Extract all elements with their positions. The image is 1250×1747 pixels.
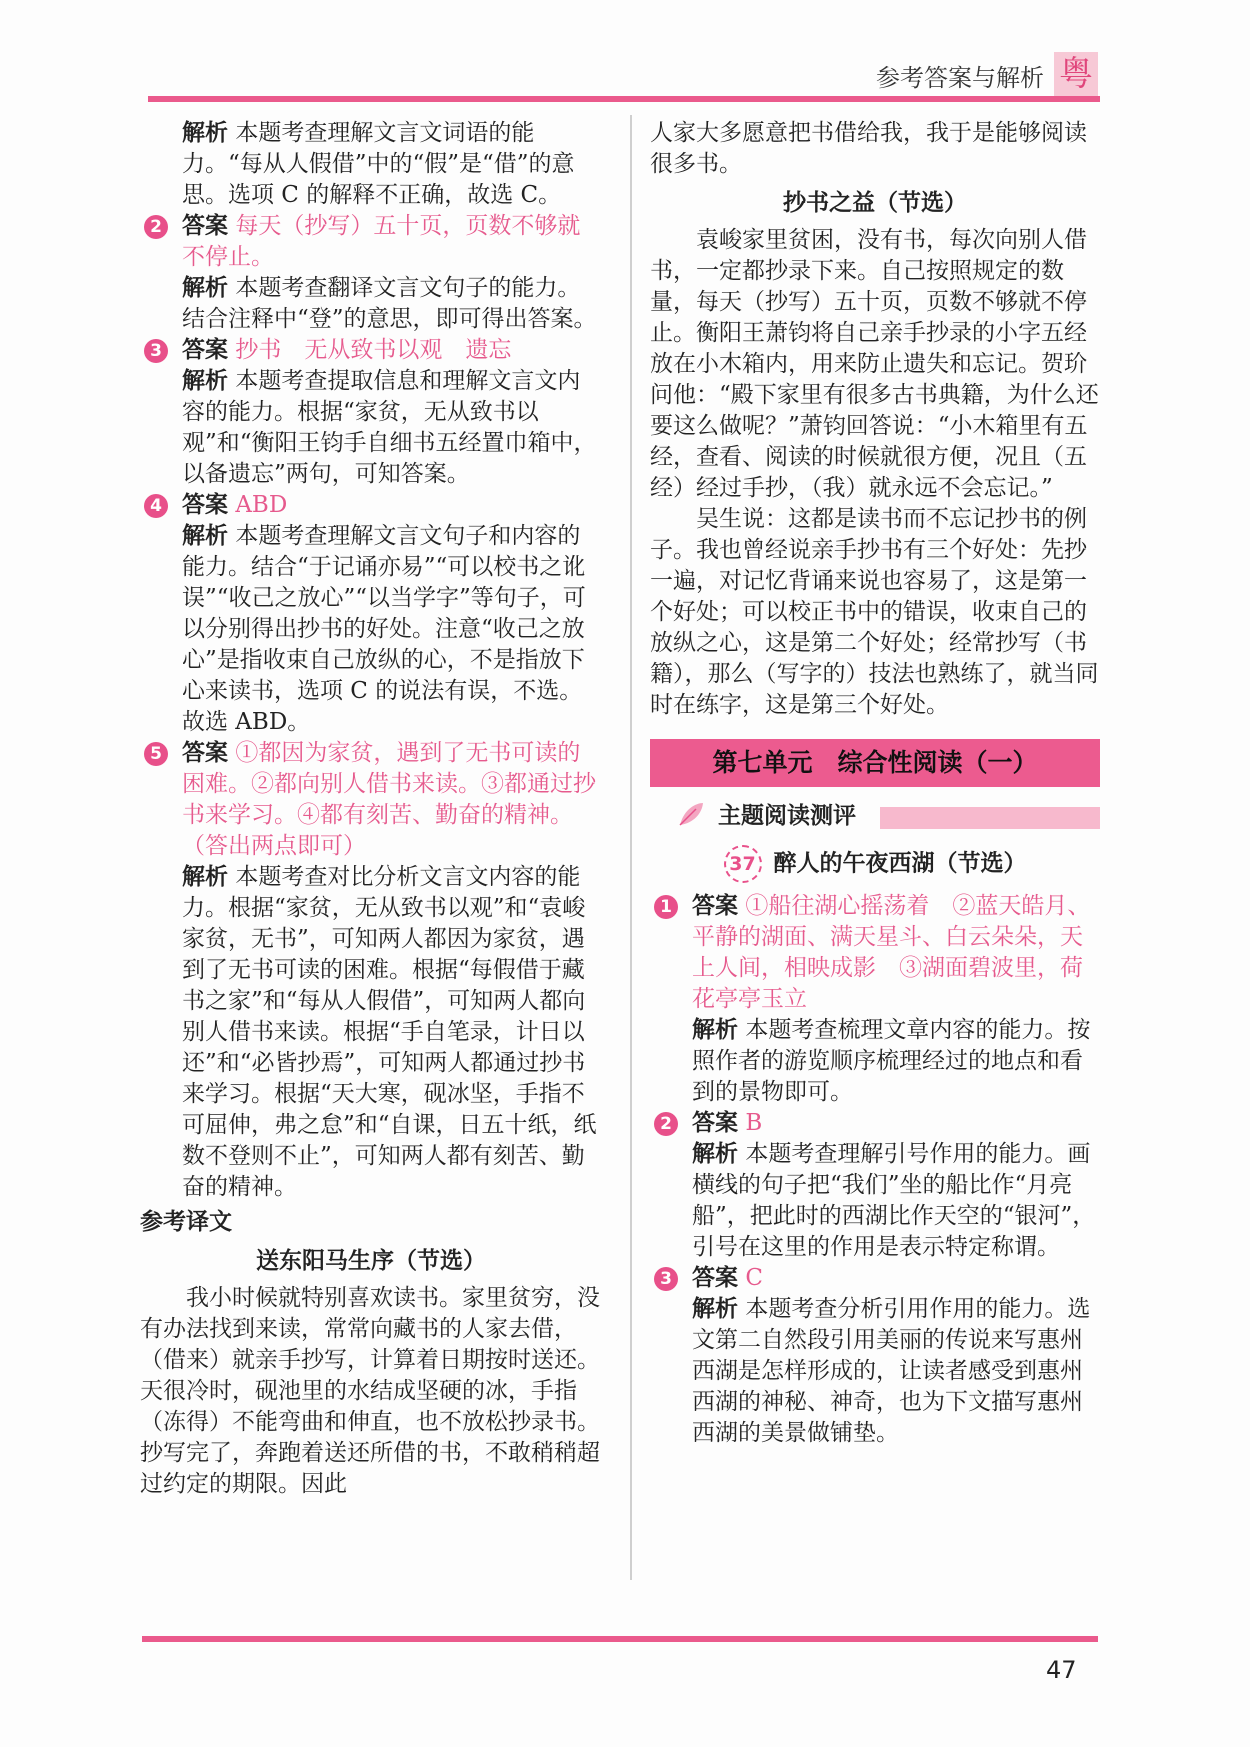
q3-analysis: 解析 本题考查提取信息和理解文言文内容的能力。根据“家贫，无从致书以观”和“衡阳王钧手自细书五经置巾箱中，以备遗忘”两句，可知答案。 (182, 368, 597, 487)
reference-text: 我小时候就特别喜欢读书。家里贫穷，没有办法找到来读，常常向藏书的人家去借，（借来）就亲手抄写，计算着日期按时送还。天很冷时，砚池里的水结成坚硬的冰，手指（冻得）不能弯曲和伸直，也不放松抄录书。抄写完了，奔跑着送还所借的书，不敢稍稍超过约定的期限。因此 (140, 1285, 600, 1497)
q2-answer: 2 答案 每天（抄写）五十页，页数不够就不停止。 (140, 211, 602, 273)
leaf-icon (676, 799, 706, 829)
unit-banner: 第七单元 综合性阅读（一） (650, 739, 1100, 787)
chaoshu-title: 抄书之益（节选） (783, 190, 967, 216)
a2-answer: 2 答案 B (650, 1108, 1100, 1139)
left-column (140, 118, 602, 1500)
header-rule (148, 96, 1100, 102)
a2-analysis: 解析 本题考查理解引号作用的能力。画横线的句子把“我们”坐的船比作“月亮船”，把此时的西湖比作天空的“银河”，引号在这里的作用是表示特定称谓。 (692, 1141, 1096, 1260)
a1-analysis: 解析 本题考查梳理文章内容的能力。按照作者的游览顺序梳理经过的地点和看到的景物即可。 (692, 1017, 1091, 1105)
chaoshu-paragraph-1: 袁峻家里贫困，没有书，每次向别人借书，一定都抄录下来。自己按照规定的数量，每天（抄写）五十页，页数不够就不停止。衡阳王萧钧将自己亲手抄录的小字五经放在小木箱内，用来防止遗失和忘记。贺玠问他：“殿下家里有很多古书典籍，为什么还要这么做呢？”萧钧回答说：“小木箱里有五经，查看、阅读的时候就很方便，况且（五经）经过手抄，（我）就永远不会忘记。” (650, 227, 1099, 501)
a3-analysis: 解析 本题考查分析引用作用的能力。选文第二自然段引用美丽的传说来写惠州西湖是怎样形成的，让读者感受到惠州西湖的神秘、神奇，也为下文描写惠州西湖的美景做铺垫。 (692, 1296, 1091, 1446)
page-header (148, 52, 1100, 102)
q1-analysis: 解析 本题考查理解文言文词语的能力。“每从人假借”中的“假”是“借”的意思。选项 C 的解释不正确，故选 C。 (182, 120, 575, 208)
column-divider (630, 115, 632, 1580)
q3-answer: 3 答案 抄书 无从致书以观 遗忘 (140, 335, 602, 366)
chaoshu-paragraph-2: 吴生说：这都是读书而不忘记抄书的例子。我也曾经说亲手抄书有三个好处：先抄一遍，对记忆背诵来说也容易了，这是第一个好处；可以校正书中的错误，收束自己的放纵之心，这是第二个好处；经常抄写（书籍），那么（写字的）技法也熟练了，就当同时在练字，这是第三个好处。 (650, 506, 1099, 718)
header-title: 参考答案与解析 (876, 64, 1044, 92)
question-number: 3 (654, 1267, 678, 1291)
article-title: 37 醉人的午夜西湖（节选） (650, 845, 1100, 883)
reference-title: 送东阳马生序（节选） (256, 1248, 486, 1274)
topic-heading (650, 799, 1100, 835)
article-number: 37 (724, 845, 762, 883)
question-number: 2 (144, 215, 168, 239)
question-number: 5 (144, 742, 168, 766)
q4-answer: 4 答案 ABD (140, 490, 602, 521)
right-column (650, 118, 1100, 1449)
question-number: 2 (654, 1112, 678, 1136)
region-badge: 粤 (1054, 52, 1098, 96)
question-number: 1 (654, 895, 678, 919)
page-number: 47 (1046, 1656, 1077, 1684)
q4-analysis: 解析 本题考查理解文言文句子和内容的能力。结合“于记诵亦易”“可以校书之讹误”“收己之放心”“以当学字”等句子，可以分别得出抄书的好处。注意“收己之放心”是指收束自己放纵的心，不是指放下心来读书，选项 C 的说法有误，不选。故选 ABD。 (182, 523, 586, 735)
a3-answer: 3 答案 C (650, 1263, 1100, 1294)
footer-rule (142, 1636, 1098, 1642)
reference-heading: 参考译文 (140, 1209, 232, 1235)
a1-answer: 1 答案 ①船往湖心摇荡着 ②蓝天皓月、平静的湖面、满天星斗、白云朵朵，天上人间，相映成影 ③湖面碧波里，荷花亭亭玉立 (650, 891, 1100, 1015)
q2-analysis: 解析 本题考查翻译文言文句子的能力。结合注释中“登”的意思，即可得出答案。 (182, 275, 597, 332)
topic-bar (880, 807, 1100, 829)
reference-text-continued: 人家大多愿意把书借给我，我于是能够阅读很多书。 (650, 120, 1087, 177)
topic-label: 主题阅读测评 (718, 803, 856, 829)
q5-answer: 5 答案 ①都因为家贫，遇到了无书可读的困难。②都向别人借书来读。③都通过抄书来学习。④都有刻苦、勤奋的精神。（答出两点即可） (140, 738, 602, 862)
question-number: 3 (144, 339, 168, 363)
question-number: 4 (144, 494, 168, 518)
q5-analysis: 解析 本题考查对比分析文言文内容的能力。根据“家贫，无从致书以观”和“袁峻家贫，无书”，可知两人都因为家贫，遇到了无书可读的困难。根据“每假借于藏书之家”和“每从人假借”，可知两人都向别人借书来读。根据“手自笔录，计日以还”和“必皆抄焉”，可知两人都通过抄书来学习。根据“天大寒，砚冰坚，手指不可屈伸，弗之怠”和“自课，日五十纸，纸数不登则不止”，可知两人都有刻苦、勤奋的精神。 (182, 864, 597, 1200)
